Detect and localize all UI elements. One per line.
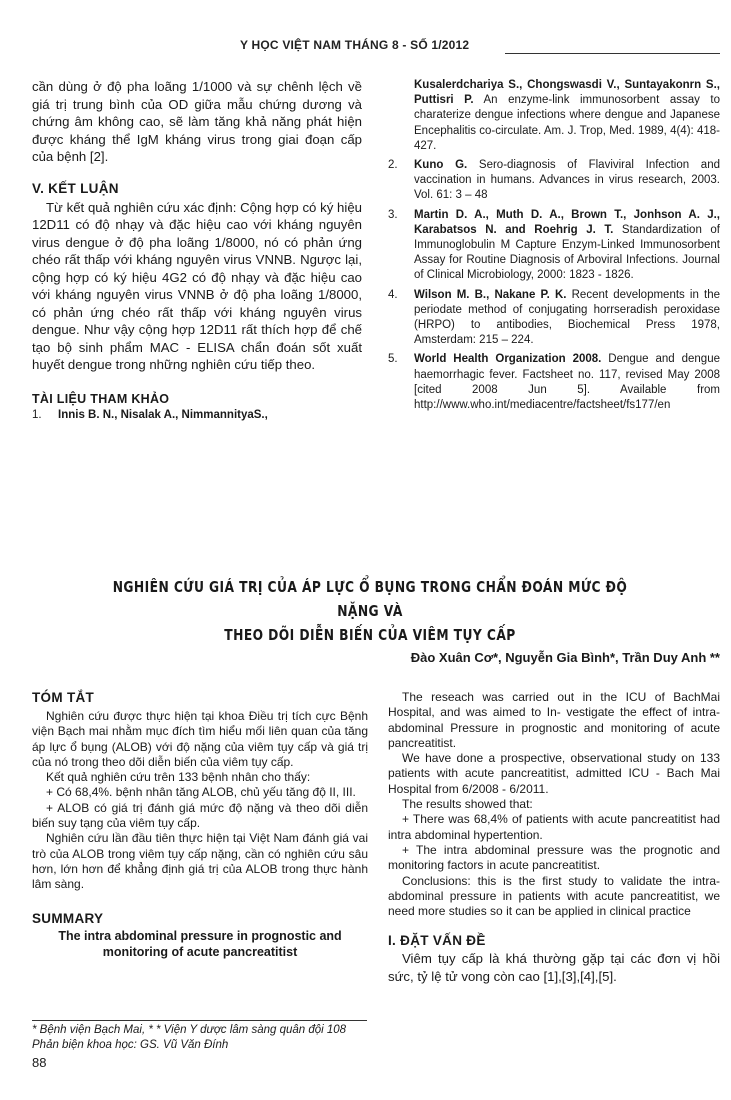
- abstract-paragraph: + ALOB có giá trị đánh giá mức độ nặng và theo dõi diễn biến suy tạng của viêm tụy cấp.: [32, 800, 368, 831]
- references-heading: TÀI LIỆU THAM KHẢO: [32, 391, 170, 406]
- references-list-right: [388, 78, 720, 413]
- affiliation-footnote: * Bệnh viện Bạch Mai, * * Viện Y dược lâm sàng quân đội 108: [32, 1024, 347, 1036]
- summary-heading: SUMMARY: [32, 910, 104, 926]
- reference-item: 1. Innis B. N., Nisalak A., NimmannityaS.,: [32, 408, 268, 421]
- footnote-rule: [32, 1020, 367, 1021]
- continuation-paragraph: cần dùng ở độ pha loãng 1/1000 và sự chênh lệch về giá trị trung bình của OD giữa mẫu chứng dương và chứng âm không cao, sẽ làm tăng khả năng phát hiện được kháng thể IgM kháng virus trong giai đoạn cấp của bệnh [2].: [32, 79, 362, 164]
- reference-item: 3. Martin D. A., Muth D. A., Brown T., Jonhson A. J., Karabatsos N. and Roehrig J. T. Standardization of Immunoglobulin M Capture Enzym-Linked Immunosorbent Assay for Routine Diagnosis of Arboviral Infections. Journal of Clinical Microbiology, 2000: 1823 - 1826.: [388, 208, 720, 282]
- summary-subtitle: The intra abdominal pressure in prognostic and monitoring of acute pancreatitist: [58, 928, 342, 959]
- intro-paragraph: Viêm tụy cấp là khá thường gặp tại các đơn vị hồi sức, tỷ lệ tử vong còn cao [1],[3],[4],[5].: [388, 951, 720, 984]
- reference-item: 5. World Health Organization 2008. Dengue and dengue haemorrhagic fever. Factsheet no. 117, revised May 2008 [cited 2008 Jun 5]. Available from http://www.who.int/mediacentre/factsheet/fs177/en: [388, 353, 720, 412]
- footnotes: [32, 1023, 432, 1070]
- summary-paragraph: The results showed that:: [402, 797, 533, 812]
- reference-item-continued: Kusalerdchariya S., Chongswasdi V., Suntayakonrn S., Puttisri P. An enzyme-link immunosorbent assay to charaterize dengue infections where dengue and Japanese Encephalitis co-circulate. Am. J. Trop, Med. 1989, 4(4): 418-427.: [414, 79, 720, 152]
- header-rule: [505, 53, 720, 54]
- abstract-heading: TÓM TẮT: [32, 690, 95, 705]
- abstract-paragraph: Nghiên cứu được thực hiện tại khoa Điều trị tích cực Bệnh viện Bạch mai nhằm mục đích tìm hiểu mối liên quan của tăng áp lực ổ bụng (ALOB) với độ nặng của viêm tụy cấp và giá trị của nó trong theo dõi diễn biến của viêm tụy cấp.: [32, 709, 368, 769]
- references-list-left: [32, 408, 362, 423]
- summary-paragraph: + There was 68,4% of patients with acute pancreatitist had intra abdominal hypertention.: [388, 812, 720, 842]
- summary-paragraph: + The intra abdominal pressure was the prognotic and monitoring factors in acute pancreatitist.: [388, 842, 720, 873]
- reference-item: 4. Wilson M. B., Nakane P. K. Recent developments in the periodate method of conjugating horrseradish peroxidase (HRPO) to antibodies, Biochemical Press 1978, Amsterdam: 215 – 224.: [388, 288, 720, 347]
- conclusion-paragraph: Từ kết quả nghiên cứu xác định: Cộng hợp có ký hiệu 12D11 có độ nhạy và đặc hiệu cao với kháng nguyên virus dengue ở độ pha loãng 1/8000, nó có phản ứng chéo rất thấp với kháng nguyên virus VNNB. Ngược lại, cộng hợp có ký hiệu 4G2 có độ nhạy và đặc hiệu cao với kháng nguyên virus VNNB ở độ pha loãng 1/8000, có phản ứng chéo rất thấp với kháng nguyên virus dengue. Như vậy cộng hợp 12D11 rất thích hợp để chế tạo bộ sinh phẩm MAC - ELISA chẩn đoán sốt xuất huyết dengue trong những nghiên cứu tiếp theo.: [32, 199, 362, 372]
- abstract-paragraph: Nghiên cứu lần đầu tiên thực hiện tại Việt Nam đánh giá vai trò của ALOB trong viêm tụy cấp nặng, cần có nghiên cứu sâu hơn, lớn hơn để khẳng định giá trị của ALOB trong thực hành lâm sàng.: [32, 831, 368, 892]
- reviewer-footnote: Phản biện khoa học: GS. Vũ Văn Đính: [32, 1039, 229, 1051]
- abstract-paragraph: Kết quả nghiên cứu trên 133 bệnh nhân cho thấy:: [46, 770, 311, 785]
- prev-article-right-column: [388, 78, 720, 417]
- article-title-line-1: NGHIÊN CỨU GIÁ TRỊ CỦA ÁP LỰC Ổ BỤNG TRONG CHẨN ĐOÁN MỨC ĐỘ NẶNG VÀ: [112, 578, 628, 620]
- page-number: 88: [32, 1055, 47, 1070]
- article-authors: Đào Xuân Cơ*, Nguyễn Gia Bình*, Trần Duy Anh **: [410, 650, 720, 665]
- prev-article-left-column: [32, 78, 362, 427]
- summary-paragraph: Conclusions: this is the first study to validate the intra-abdominal pressure in patients with acute pancreatitist, we need more studies so it can be applied in clinical practice: [388, 873, 720, 919]
- summary-paragraph: The reseach was carried out in the ICU of BachMai Hospital, and was aimed to In- vestigate the effect of intra-abdominal Pressure in prognostic and monitoring of acute pancreatitist.: [388, 690, 720, 750]
- summary-paragraph: We have done a prospective, observational study on 133 patients with acute pancreatitist, admitted ICU - Bach Mai Hospital from 6/2008 - 6/2011.: [388, 751, 720, 796]
- conclusion-heading: V. KẾT LUẬN: [32, 180, 119, 196]
- abstract-paragraph: + Có 68,4%. bệnh nhân tăng ALOB, chủ yếu tăng độ II, III.: [46, 785, 356, 800]
- intro-heading: I. ĐẶT VẤN ĐỀ: [388, 933, 486, 949]
- summary-column: [388, 690, 720, 985]
- reference-item: 2. Kuno G. Sero-diagnosis of Flaviviral Infection and vaccination in humans. Advances in virus research, 2003. Vol. 61: 3 – 48: [388, 159, 720, 202]
- journal-header: Y HỌC VIỆT NAM THÁNG 8 - SỐ 1/2012: [240, 38, 470, 52]
- article-title: [99, 575, 640, 647]
- abstract-column: [32, 690, 368, 960]
- article-title-line-2: THEO DÕI DIỄN BIẾN CỦA VIÊM TỤY CẤP: [224, 626, 516, 644]
